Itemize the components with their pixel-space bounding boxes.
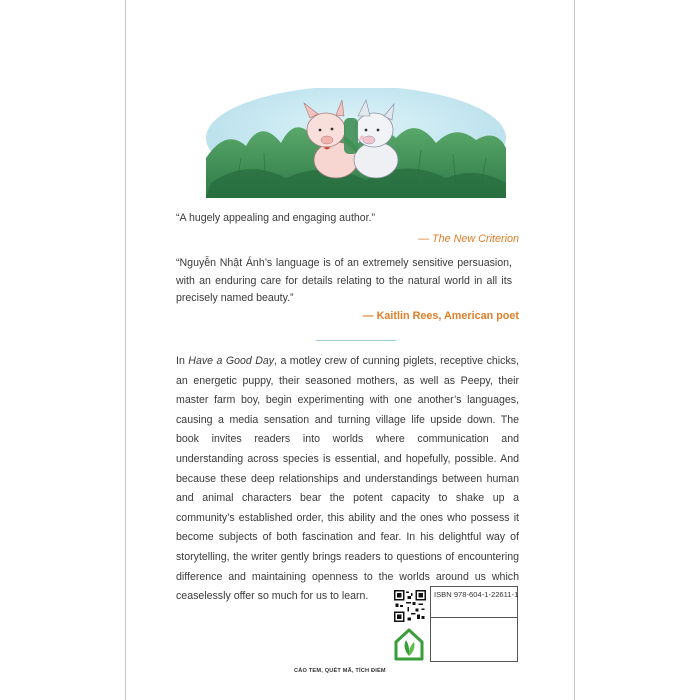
quote-text: “A hugely appealing and engaging author.”	[176, 212, 376, 224]
attribution-dash: —	[418, 233, 432, 245]
section-divider	[316, 340, 396, 341]
publisher-house-logo	[392, 626, 426, 662]
isbn-number: ISBN 978-604-1-22611-1	[434, 590, 519, 599]
piglets-illustration	[206, 88, 506, 198]
quote-attribution: — Kaitlin Rees, American poet	[362, 310, 519, 322]
blurb-body: , a motley crew of cunning piglets, receptive chicks, an energetic puppy, their seasoned mothers, as well as Peepy, their master farm boy, begin experimenting with one another’s languages, causing a media sensation and turning village life upside down. The book invites readers into worlds where communication and understanding across species is essential, and hopefully, possible. And because these deep relationships and understandings between human and animal characters bear the potent capacity to shake up a community’s established order, this ability and the ones who possess it become subjects of both fascination and fear. In his delightful way of storytelling, the writer gently brings readers to questions of encountering difference and maintaining openness to the worlds around us which ceaselessly offer so much for us to learn.	[176, 355, 519, 603]
attribution-source: The New Criterion	[431, 233, 519, 245]
quote-attribution	[246, 233, 519, 245]
quote-text: “Nguyễn Nhật Ánh’s language is of an extremely sensitive persuasion, with an enduring care for details relating to the natural world in all its precisely named beauty.”	[176, 257, 512, 304]
book-blurb	[176, 352, 519, 607]
qr-code-icon[interactable]	[394, 590, 426, 622]
blurb-lead: In	[176, 355, 189, 367]
book-title: Have a Good Day	[188, 355, 275, 367]
isbn-barcode-box	[430, 586, 518, 662]
isbn-box-divider	[431, 617, 517, 618]
publisher-tagline: CÀO TEM, QUÉT MÃ, TÍCH ĐIỂM	[294, 668, 386, 674]
back-cover	[125, 0, 575, 700]
